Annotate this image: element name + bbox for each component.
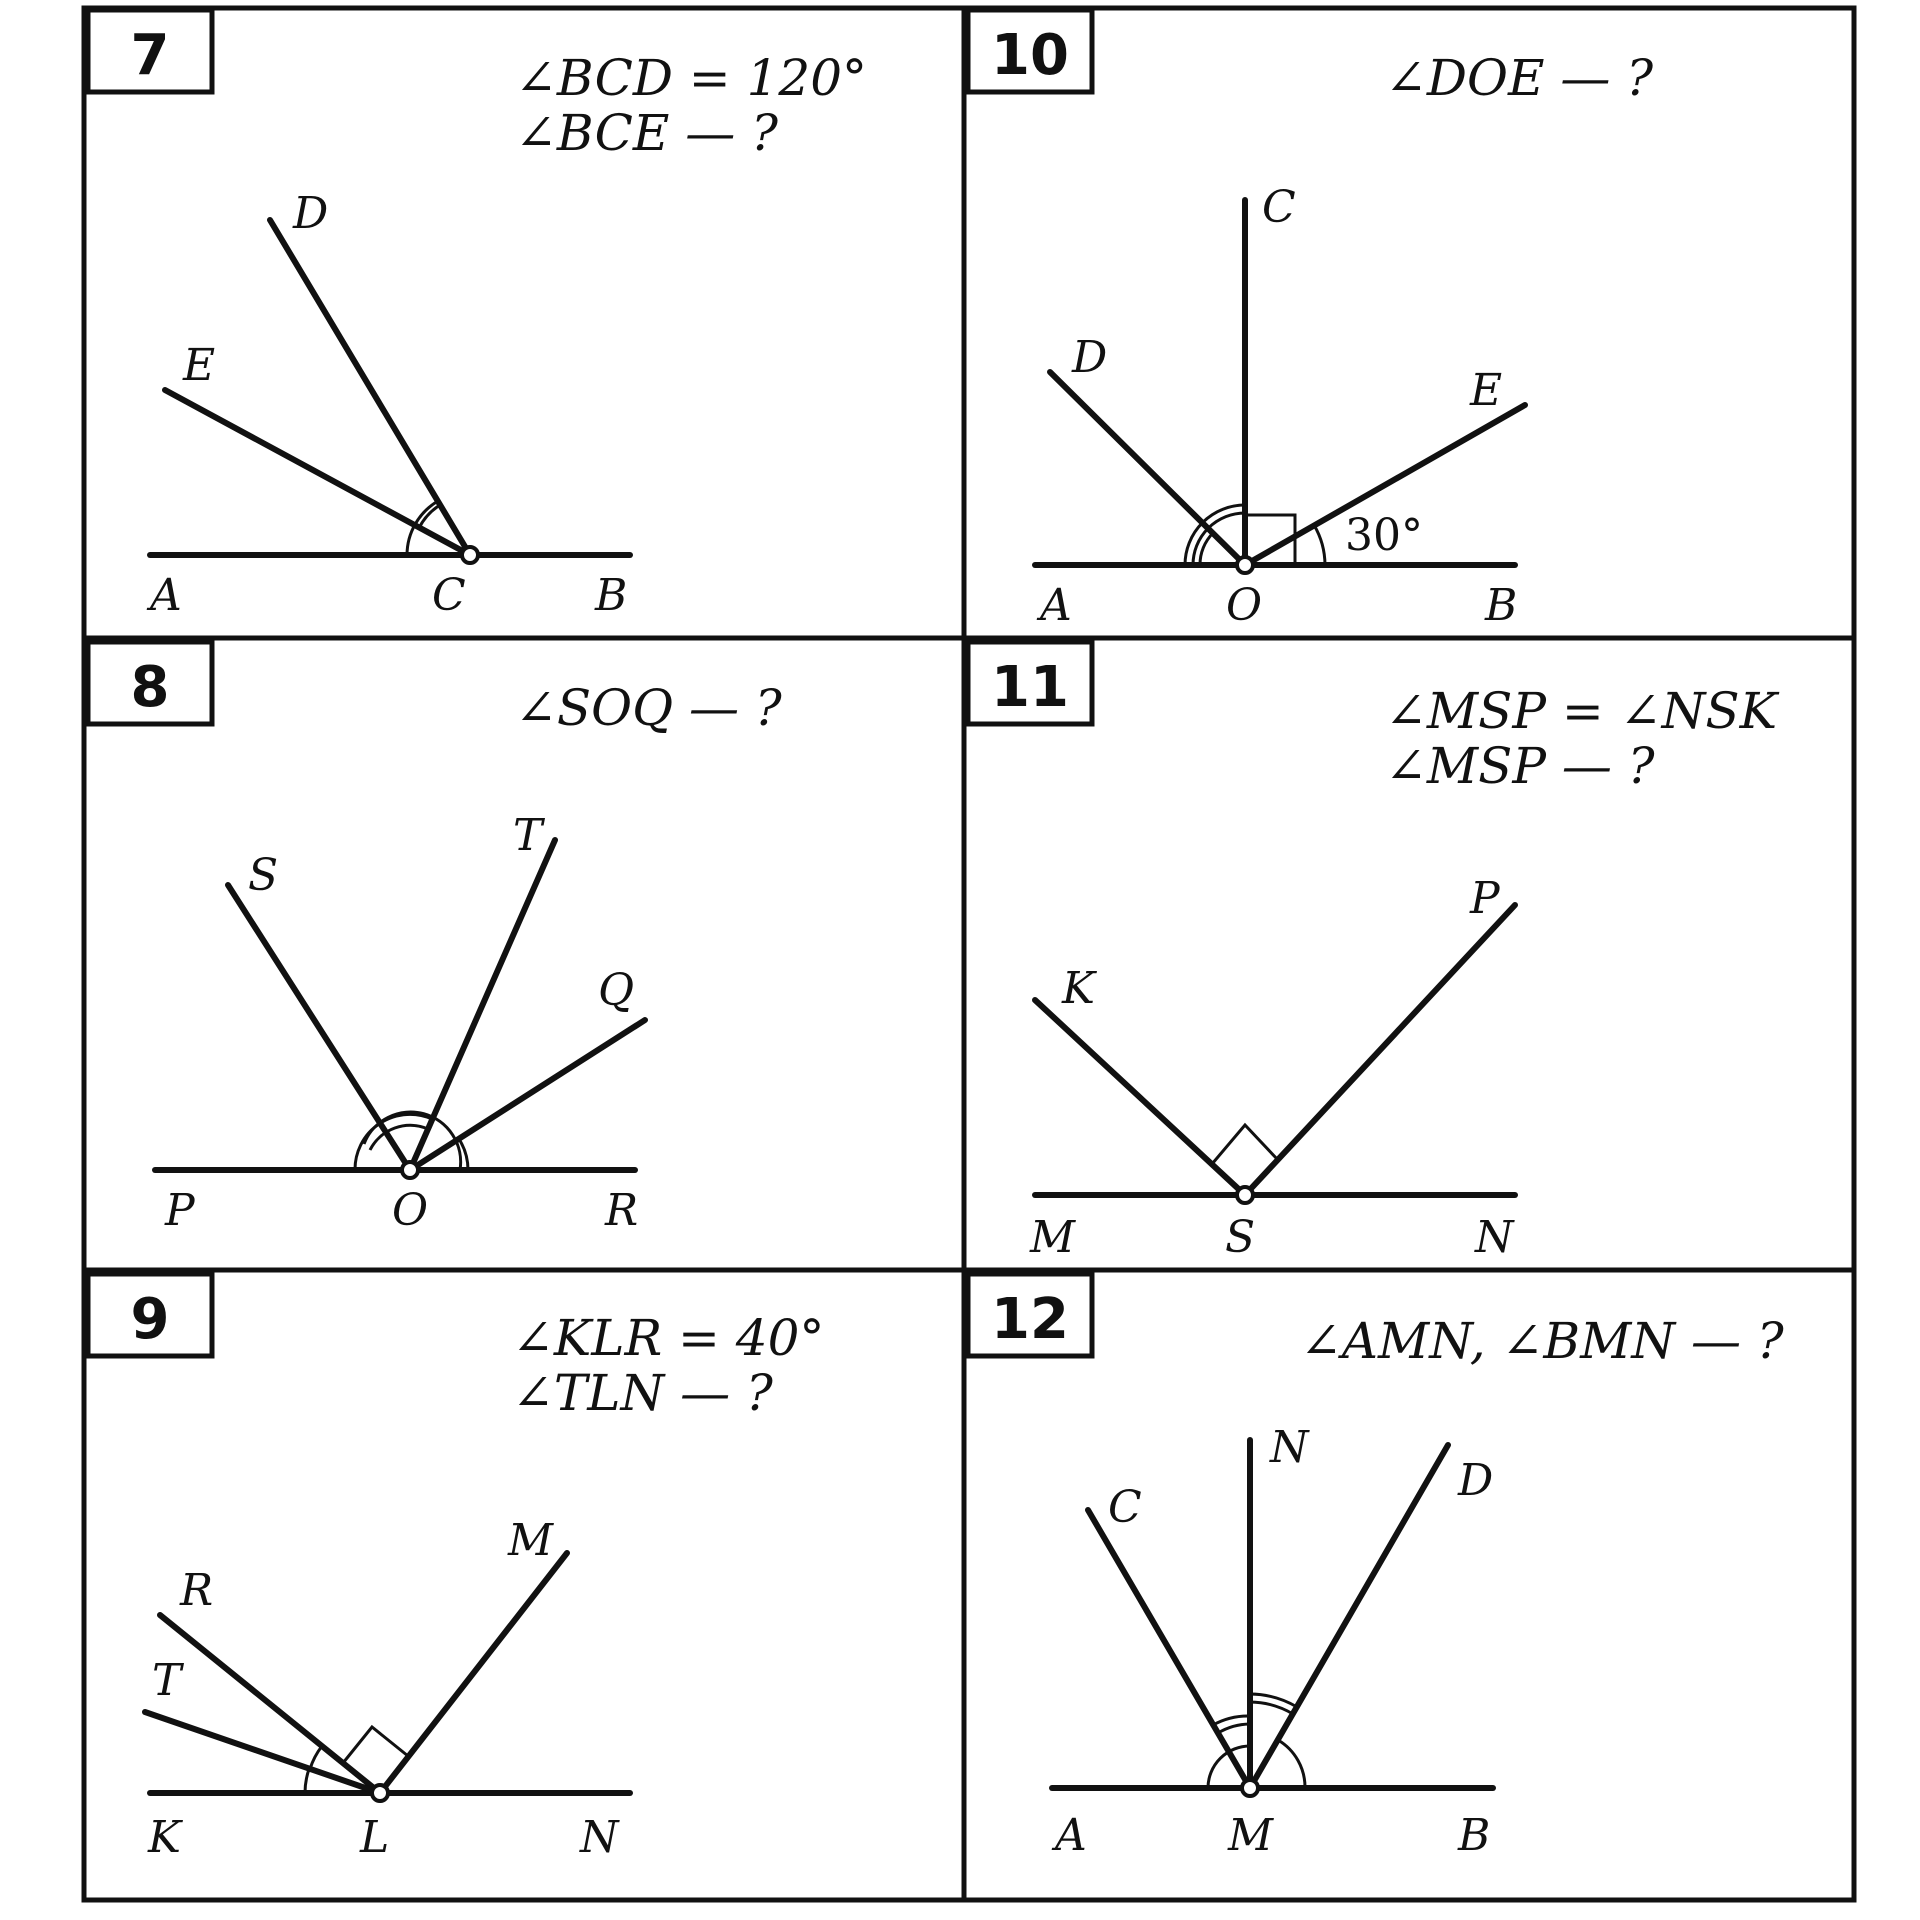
point-label-E: E [183, 340, 216, 391]
point-label-A: A [1055, 1810, 1087, 1861]
point-label-M: M [508, 1515, 554, 1566]
problem-12-condition-1: ∠AMN, ∠BMN — ? [1300, 1312, 1784, 1370]
point-label-B: B [595, 570, 628, 621]
problem-8-number: 8 [130, 655, 170, 720]
point-label-S: S [1225, 1212, 1256, 1263]
problem-10-condition-1: ∠DOE — ? [1385, 49, 1654, 107]
point-label-O: O [392, 1185, 429, 1236]
problem-11 [968, 642, 1780, 1263]
angle-arc-KLT [305, 1769, 309, 1793]
problem-11-condition-2: ∠MSP — ? [1385, 737, 1655, 795]
ray-CE [165, 390, 470, 555]
point-label-P: P [165, 1185, 195, 1236]
problem-7-condition-1: ∠BCD = 120° [515, 49, 868, 107]
problem-12-number: 12 [991, 1287, 1069, 1352]
point-label-D: D [293, 188, 329, 239]
problem-8-condition-1: ∠SOQ — ? [515, 679, 782, 737]
angle-arc-CMN-2 [1218, 1724, 1250, 1733]
right-angle-mark-RLM [343, 1727, 408, 1763]
point-label-B: B [1458, 1810, 1491, 1861]
vertex-S [1237, 1187, 1253, 1203]
point-label-K: K [1062, 963, 1095, 1014]
point-label-A: A [1040, 580, 1072, 631]
problem-7-number: 7 [130, 23, 170, 88]
point-label-O: O [1226, 580, 1263, 631]
point-label-S: S [248, 850, 279, 901]
point-label-E: E [1470, 365, 1503, 416]
angle-arc-NMD-2 [1250, 1702, 1293, 1714]
point-label-Q: Q [598, 965, 635, 1016]
vertex-M [1242, 1780, 1258, 1796]
ray-LM [380, 1553, 567, 1793]
point-label-C: C [1262, 182, 1296, 233]
ray-CD [270, 220, 470, 555]
point-label-R: R [605, 1185, 639, 1236]
point-label-N: N [1475, 1212, 1514, 1263]
right-angle-mark-KSP [1212, 1125, 1278, 1164]
problem-8 [88, 642, 783, 1236]
point-label-D: D [1072, 332, 1108, 383]
point-label-N: N [580, 1812, 619, 1863]
problem-9-condition-1: ∠KLR = 40° [512, 1309, 825, 1367]
outer-frame [84, 8, 1854, 1900]
vertex-L [372, 1785, 388, 1801]
point-label-N: N [1270, 1422, 1309, 1473]
problem-9-number: 9 [130, 1287, 170, 1352]
problem-9 [88, 1274, 824, 1863]
point-label-R: R [180, 1565, 214, 1616]
problem-9-condition-2: ∠TLN — ? [512, 1364, 773, 1422]
angle-arc-TLR [310, 1746, 322, 1769]
problem-11-number: 11 [991, 655, 1069, 720]
point-label-T: T [513, 810, 543, 861]
vertex-C [462, 547, 478, 563]
problem-12 [968, 1274, 1785, 1861]
problem-10 [968, 10, 1654, 631]
point-label-D: D [1458, 1455, 1494, 1506]
ray-MC [1088, 1510, 1250, 1788]
problem-11-condition-1: ∠MSP = ∠NSK [1385, 682, 1777, 740]
angle-arc-DMB [1278, 1740, 1305, 1788]
ray-LT [145, 1712, 380, 1793]
point-label-C: C [432, 570, 466, 621]
point-label-C: C [1108, 1482, 1142, 1533]
ray-MD [1250, 1445, 1448, 1788]
problem-10-number: 10 [991, 23, 1069, 88]
ray-OS [228, 885, 410, 1170]
point-label-M: M [1228, 1810, 1274, 1861]
point-label-M: M [1030, 1212, 1076, 1263]
point-label-L: L [360, 1812, 390, 1863]
problem-7 [88, 10, 867, 621]
ray-SP [1245, 905, 1515, 1195]
ray-OD [1050, 372, 1245, 565]
point-label-P: P [1470, 873, 1500, 924]
ray-LR [160, 1615, 380, 1793]
point-label-A: A [150, 570, 182, 621]
angle-label-30: 30° [1345, 510, 1423, 561]
point-label-T: T [152, 1655, 182, 1706]
angle-arc-EOB [1314, 525, 1325, 565]
point-label-K: K [148, 1812, 181, 1863]
problem-7-condition-2: ∠BCE — ? [515, 104, 778, 162]
vertex-O [1237, 557, 1253, 573]
vertex-O [402, 1162, 418, 1178]
point-label-B: B [1485, 580, 1518, 631]
ray-SK [1035, 1000, 1245, 1195]
